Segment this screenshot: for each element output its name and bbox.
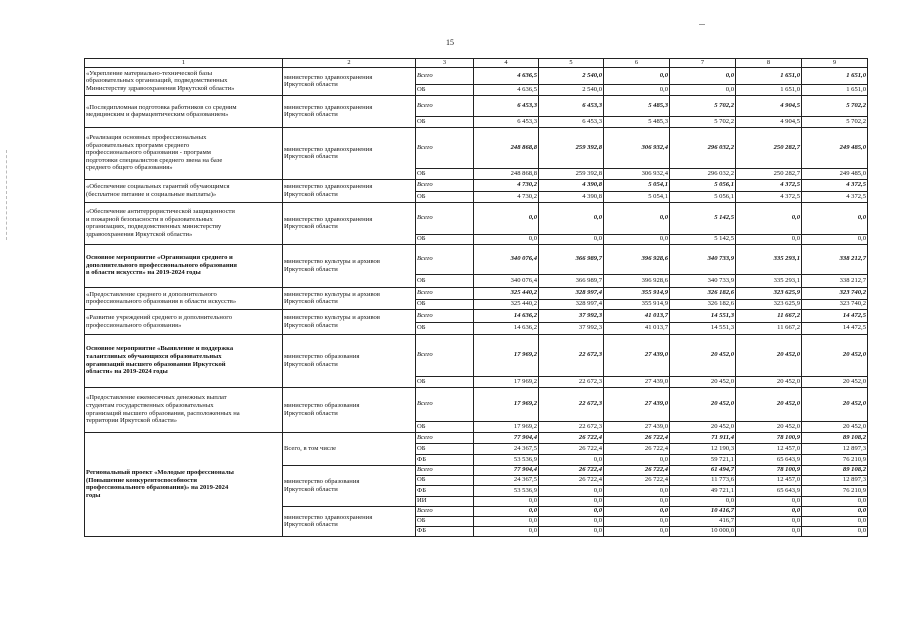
funding-source: Всего bbox=[416, 309, 474, 322]
amount-cell: 0,0 bbox=[736, 496, 802, 506]
amount-cell: 5 142,5 bbox=[670, 202, 736, 234]
amount-cell: 328 997,4 bbox=[539, 299, 604, 309]
amount-cell: 0,0 bbox=[604, 234, 670, 244]
amount-cell: 250 282,7 bbox=[736, 127, 802, 168]
header-row bbox=[85, 59, 868, 68]
amount-cell: 14 472,5 bbox=[802, 322, 868, 334]
amount-cell: 89 108,2 bbox=[802, 465, 868, 475]
table-row bbox=[85, 432, 868, 443]
amount-cell: 5 485,3 bbox=[604, 95, 670, 116]
amount-cell: 12 897,3 bbox=[802, 475, 868, 485]
funding-source: Всего bbox=[416, 95, 474, 116]
amount-cell: 323 625,9 bbox=[736, 287, 802, 299]
amount-cell: 65 643,9 bbox=[736, 485, 802, 496]
table-row bbox=[85, 287, 868, 299]
amount-cell: 24 367,5 bbox=[474, 475, 539, 485]
amount-cell: 76 210,9 bbox=[802, 485, 868, 496]
table-row bbox=[85, 334, 868, 376]
amount-cell: 20 452,0 bbox=[736, 387, 802, 421]
amount-cell: 20 452,0 bbox=[802, 421, 868, 432]
amount-cell: 0,0 bbox=[802, 526, 868, 536]
table-body bbox=[85, 67, 868, 536]
amount-cell: 366 989,7 bbox=[539, 244, 604, 274]
amount-cell: 71 911,4 bbox=[670, 432, 736, 443]
amount-cell: 14 636,2 bbox=[474, 322, 539, 334]
measure-name: «Развитие учреждений среднего и дополнительного профессионального образования» bbox=[85, 309, 283, 334]
col-header: 4 bbox=[474, 59, 539, 68]
amount-cell: 335 293,1 bbox=[736, 274, 802, 287]
amount-cell: 26 722,4 bbox=[539, 432, 604, 443]
amount-cell: 0,0 bbox=[736, 202, 802, 234]
amount-cell: 20 452,0 bbox=[670, 376, 736, 387]
executor-cell: министерство культуры и архивов Иркутской области bbox=[283, 287, 416, 309]
amount-cell: 4 372,5 bbox=[736, 191, 802, 202]
funding-source: Всего bbox=[416, 334, 474, 376]
amount-cell: 0,0 bbox=[474, 234, 539, 244]
amount-cell: 0,0 bbox=[604, 516, 670, 526]
funding-source: ФБ bbox=[416, 526, 474, 536]
amount-cell: 338 212,7 bbox=[802, 244, 868, 274]
amount-cell: 0,0 bbox=[604, 84, 670, 95]
amount-cell: 0,0 bbox=[474, 506, 539, 516]
executor-cell: министерство культуры и архивов Иркутской области bbox=[283, 244, 416, 287]
amount-cell: 89 108,2 bbox=[802, 432, 868, 443]
amount-cell: 10 000,0 bbox=[670, 526, 736, 536]
amount-cell: 11 667,2 bbox=[736, 322, 802, 334]
amount-cell: 4 730,2 bbox=[474, 191, 539, 202]
amount-cell: 5 702,2 bbox=[802, 95, 868, 116]
amount-cell: 249 485,0 bbox=[802, 127, 868, 168]
amount-cell: 6 453,3 bbox=[474, 95, 539, 116]
amount-cell: 22 672,3 bbox=[539, 421, 604, 432]
funding-source: Всего bbox=[416, 244, 474, 274]
amount-cell: 77 904,4 bbox=[474, 465, 539, 475]
amount-cell: 0,0 bbox=[474, 496, 539, 506]
amount-cell: 17 969,2 bbox=[474, 421, 539, 432]
funding-source: ОБ bbox=[416, 84, 474, 95]
executor-cell: министерство здравоохранения Иркутской области bbox=[283, 127, 416, 179]
amount-cell: 26 722,4 bbox=[604, 465, 670, 475]
amount-cell: 0,0 bbox=[539, 516, 604, 526]
funding-source: ФБ bbox=[416, 454, 474, 465]
amount-cell: 5 056,1 bbox=[670, 179, 736, 191]
amount-cell: 306 932,4 bbox=[604, 127, 670, 168]
amount-cell: 53 536,9 bbox=[474, 485, 539, 496]
col-header: 9 bbox=[802, 59, 868, 68]
col-header: 3 bbox=[416, 59, 474, 68]
amount-cell: 27 439,0 bbox=[604, 334, 670, 376]
amount-cell: 14 551,3 bbox=[670, 322, 736, 334]
amount-cell: 53 536,9 bbox=[474, 454, 539, 465]
amount-cell: 259 392,8 bbox=[539, 127, 604, 168]
amount-cell: 22 672,3 bbox=[539, 376, 604, 387]
amount-cell: 5 702,2 bbox=[802, 116, 868, 127]
amount-cell: 335 293,1 bbox=[736, 244, 802, 274]
amount-cell: 65 643,9 bbox=[736, 454, 802, 465]
amount-cell: 0,0 bbox=[604, 485, 670, 496]
amount-cell: 22 672,3 bbox=[539, 334, 604, 376]
amount-cell: 4 372,5 bbox=[802, 179, 868, 191]
amount-cell: 26 722,4 bbox=[604, 443, 670, 454]
amount-cell: 49 721,1 bbox=[670, 485, 736, 496]
scan-mark bbox=[699, 24, 705, 25]
amount-cell: 5 054,1 bbox=[604, 179, 670, 191]
amount-cell: 0,0 bbox=[539, 234, 604, 244]
amount-cell: 6 453,3 bbox=[539, 95, 604, 116]
amount-cell: 2 540,0 bbox=[539, 84, 604, 95]
amount-cell: 0,0 bbox=[604, 454, 670, 465]
amount-cell: 20 452,0 bbox=[670, 387, 736, 421]
col-header: 2 bbox=[283, 59, 416, 68]
amount-cell: 0,0 bbox=[802, 202, 868, 234]
executor-cell: министерство образования Иркутской области bbox=[283, 334, 416, 387]
funding-source: ОБ bbox=[416, 421, 474, 432]
executor-cell: министерство культуры и архивов Иркутской области bbox=[283, 309, 416, 334]
executor-cell: министерство здравоохранения Иркутской области bbox=[283, 179, 416, 202]
executor-cell: министерство здравоохранения Иркутской области bbox=[283, 95, 416, 127]
amount-cell: 59 721,1 bbox=[670, 454, 736, 465]
table-row bbox=[85, 244, 868, 274]
amount-cell: 20 452,0 bbox=[670, 421, 736, 432]
amount-cell: 20 452,0 bbox=[802, 376, 868, 387]
amount-cell: 11 667,2 bbox=[736, 309, 802, 322]
amount-cell: 12 897,3 bbox=[802, 443, 868, 454]
amount-cell: 4 372,5 bbox=[802, 191, 868, 202]
amount-cell: 396 928,6 bbox=[604, 274, 670, 287]
amount-cell: 5 702,2 bbox=[670, 116, 736, 127]
amount-cell: 76 210,9 bbox=[802, 454, 868, 465]
amount-cell: 0,0 bbox=[474, 516, 539, 526]
table-row bbox=[85, 309, 868, 322]
amount-cell: 0,0 bbox=[474, 202, 539, 234]
amount-cell: 0,0 bbox=[736, 526, 802, 536]
amount-cell: 20 452,0 bbox=[802, 387, 868, 421]
amount-cell: 248 868,8 bbox=[474, 127, 539, 168]
amount-cell: 20 452,0 bbox=[736, 376, 802, 387]
amount-cell: 340 076,4 bbox=[474, 274, 539, 287]
amount-cell: 296 032,2 bbox=[670, 127, 736, 168]
amount-cell: 355 914,9 bbox=[604, 299, 670, 309]
amount-cell: 0,0 bbox=[736, 506, 802, 516]
amount-cell: 10 416,7 bbox=[670, 506, 736, 516]
amount-cell: 0,0 bbox=[539, 485, 604, 496]
amount-cell: 0,0 bbox=[802, 516, 868, 526]
amount-cell: 338 212,7 bbox=[802, 274, 868, 287]
measure-name: «Реализация основных профессиональных образовательных программ среднего профессионального образования - программ подготовки специалистов среднего звена на базе среднего общего образования» bbox=[85, 127, 283, 179]
amount-cell: 20 452,0 bbox=[802, 334, 868, 376]
amount-cell: 26 722,4 bbox=[539, 475, 604, 485]
col-header: 7 bbox=[670, 59, 736, 68]
amount-cell: 416,7 bbox=[670, 516, 736, 526]
funding-source: ОБ bbox=[416, 274, 474, 287]
amount-cell: 12 457,0 bbox=[736, 443, 802, 454]
amount-cell: 27 439,0 bbox=[604, 387, 670, 421]
amount-cell: 323 740,2 bbox=[802, 287, 868, 299]
amount-cell: 17 969,2 bbox=[474, 334, 539, 376]
amount-cell: 296 032,2 bbox=[670, 168, 736, 179]
binding-marks bbox=[6, 150, 9, 240]
amount-cell: 4 904,5 bbox=[736, 116, 802, 127]
amount-cell: 6 453,3 bbox=[539, 116, 604, 127]
executor-cell: Всего, в том числе bbox=[283, 432, 416, 465]
amount-cell: 78 100,9 bbox=[736, 465, 802, 475]
amount-cell: 0,0 bbox=[670, 67, 736, 84]
amount-cell: 5 142,5 bbox=[670, 234, 736, 244]
funding-source: Всего bbox=[416, 67, 474, 84]
amount-cell: 5 054,1 bbox=[604, 191, 670, 202]
amount-cell: 328 997,4 bbox=[539, 287, 604, 299]
amount-cell: 340 733,9 bbox=[670, 274, 736, 287]
funding-source: ОБ bbox=[416, 168, 474, 179]
amount-cell: 4 636,5 bbox=[474, 67, 539, 84]
amount-cell: 0,0 bbox=[604, 526, 670, 536]
executor-cell: министерство здравоохранения Иркутской области bbox=[283, 67, 416, 95]
measure-name: «Последипломная подготовка работников со средним медицинским и фармацевтическим образованием» bbox=[85, 95, 283, 127]
amount-cell: 0,0 bbox=[670, 496, 736, 506]
amount-cell: 2 540,0 bbox=[539, 67, 604, 84]
amount-cell: 323 625,9 bbox=[736, 299, 802, 309]
funding-source: ОБ bbox=[416, 516, 474, 526]
amount-cell: 24 367,5 bbox=[474, 443, 539, 454]
amount-cell: 4 372,5 bbox=[736, 179, 802, 191]
amount-cell: 4 390,8 bbox=[539, 191, 604, 202]
amount-cell: 325 440,2 bbox=[474, 287, 539, 299]
funding-source: Всего bbox=[416, 127, 474, 168]
amount-cell: 0,0 bbox=[539, 454, 604, 465]
amount-cell: 0,0 bbox=[736, 516, 802, 526]
col-header: 8 bbox=[736, 59, 802, 68]
amount-cell: 12 457,0 bbox=[736, 475, 802, 485]
amount-cell: 0,0 bbox=[736, 234, 802, 244]
amount-cell: 27 439,0 bbox=[604, 421, 670, 432]
measure-name: Основное мероприятие «Организация среднего и дополнительного профессионального образования в области искусств» на 2019-2024 годы bbox=[85, 244, 283, 287]
amount-cell: 326 182,6 bbox=[670, 299, 736, 309]
amount-cell: 37 992,3 bbox=[539, 309, 604, 322]
amount-cell: 5 056,1 bbox=[670, 191, 736, 202]
amount-cell: 1 651,0 bbox=[736, 84, 802, 95]
amount-cell: 20 452,0 bbox=[736, 421, 802, 432]
amount-cell: 0,0 bbox=[604, 506, 670, 516]
amount-cell: 396 928,6 bbox=[604, 244, 670, 274]
funding-source: ФБ bbox=[416, 485, 474, 496]
table-row bbox=[85, 95, 868, 116]
amount-cell: 0,0 bbox=[604, 496, 670, 506]
funding-source: Всего bbox=[416, 432, 474, 443]
amount-cell: 0,0 bbox=[802, 506, 868, 516]
table-row bbox=[85, 202, 868, 234]
table-row bbox=[85, 179, 868, 191]
amount-cell: 41 013,7 bbox=[604, 309, 670, 322]
executor-cell: министерство здравоохранения Иркутской области bbox=[283, 202, 416, 244]
amount-cell: 323 740,2 bbox=[802, 299, 868, 309]
amount-cell: 0,0 bbox=[670, 84, 736, 95]
funding-source: ОБ bbox=[416, 234, 474, 244]
amount-cell: 366 989,7 bbox=[539, 274, 604, 287]
amount-cell: 11 773,6 bbox=[670, 475, 736, 485]
amount-cell: 26 722,4 bbox=[539, 443, 604, 454]
measure-name: «Укрепление материально-технической базы образовательных организаций, подведомственных Министерству здравоохранения Иркутской области» bbox=[85, 67, 283, 95]
measure-name: «Предоставление ежемесячных денежных выплат студентам государственных образовательных организаций высшего образования, расположенных на территории Иркутской области» bbox=[85, 387, 283, 432]
amount-cell: 14 472,5 bbox=[802, 309, 868, 322]
amount-cell: 0,0 bbox=[802, 496, 868, 506]
col-header: 6 bbox=[604, 59, 670, 68]
amount-cell: 0,0 bbox=[474, 526, 539, 536]
amount-cell: 325 440,2 bbox=[474, 299, 539, 309]
amount-cell: 20 452,0 bbox=[670, 334, 736, 376]
amount-cell: 6 453,3 bbox=[474, 116, 539, 127]
amount-cell: 12 190,3 bbox=[670, 443, 736, 454]
funding-source: Всего bbox=[416, 202, 474, 234]
funding-source: ОБ bbox=[416, 191, 474, 202]
amount-cell: 78 100,9 bbox=[736, 432, 802, 443]
amount-cell: 5 702,2 bbox=[670, 95, 736, 116]
amount-cell: 5 485,3 bbox=[604, 116, 670, 127]
funding-source: ОБ bbox=[416, 116, 474, 127]
col-header: 1 bbox=[85, 59, 283, 68]
amount-cell: 0,0 bbox=[604, 202, 670, 234]
amount-cell: 14 551,3 bbox=[670, 309, 736, 322]
funding-source: Всего bbox=[416, 387, 474, 421]
amount-cell: 248 868,8 bbox=[474, 168, 539, 179]
page-number: 15 bbox=[446, 38, 454, 47]
amount-cell: 340 076,4 bbox=[474, 244, 539, 274]
amount-cell: 17 969,2 bbox=[474, 376, 539, 387]
funding-source: Всего bbox=[416, 465, 474, 475]
funding-source: ИИ bbox=[416, 496, 474, 506]
amount-cell: 27 439,0 bbox=[604, 376, 670, 387]
executor-cell: министерство образования Иркутской области bbox=[283, 387, 416, 432]
funding-source: ОБ bbox=[416, 322, 474, 334]
amount-cell: 4 904,5 bbox=[736, 95, 802, 116]
amount-cell: 14 636,2 bbox=[474, 309, 539, 322]
amount-cell: 4 730,2 bbox=[474, 179, 539, 191]
amount-cell: 326 182,6 bbox=[670, 287, 736, 299]
amount-cell: 26 722,4 bbox=[539, 465, 604, 475]
table-row bbox=[85, 127, 868, 168]
amount-cell: 1 651,0 bbox=[736, 67, 802, 84]
amount-cell: 61 494,7 bbox=[670, 465, 736, 475]
amount-cell: 259 392,8 bbox=[539, 168, 604, 179]
funding-source: ОБ bbox=[416, 299, 474, 309]
amount-cell: 4 636,5 bbox=[474, 84, 539, 95]
amount-cell: 22 672,3 bbox=[539, 387, 604, 421]
amount-cell: 249 485,0 bbox=[802, 168, 868, 179]
amount-cell: 17 969,2 bbox=[474, 387, 539, 421]
amount-cell: 26 722,4 bbox=[604, 432, 670, 443]
amount-cell: 0,0 bbox=[539, 526, 604, 536]
amount-cell: 250 282,7 bbox=[736, 168, 802, 179]
amount-cell: 26 722,4 bbox=[604, 475, 670, 485]
table-row bbox=[85, 387, 868, 421]
funding-source: Всего bbox=[416, 287, 474, 299]
funding-source: Всего bbox=[416, 506, 474, 516]
funding-source: ОБ bbox=[416, 376, 474, 387]
amount-cell: 340 733,9 bbox=[670, 244, 736, 274]
amount-cell: 4 390,8 bbox=[539, 179, 604, 191]
amount-cell: 1 651,0 bbox=[802, 67, 868, 84]
table-row bbox=[85, 67, 868, 84]
amount-cell: 0,0 bbox=[539, 506, 604, 516]
amount-cell: 0,0 bbox=[539, 202, 604, 234]
amount-cell: 0,0 bbox=[604, 67, 670, 84]
amount-cell: 77 904,4 bbox=[474, 432, 539, 443]
amount-cell: 41 013,7 bbox=[604, 322, 670, 334]
amount-cell: 355 914,9 bbox=[604, 287, 670, 299]
funding-source: ОБ bbox=[416, 443, 474, 454]
measure-name: «Обеспечение антитеррористической защищенности и пожарной безопасности в образовательных организациях, подведомственных министерству здравоохранения Иркутской области» bbox=[85, 202, 283, 244]
amount-cell: 0,0 bbox=[539, 496, 604, 506]
executor-cell: министерство образования Иркутской области bbox=[283, 465, 416, 506]
measure-name: Основное мероприятие «Выявление и поддержка талантливых обучающихся образовательных организаций высшего образования Иркутской области» на 2019-2024 годы bbox=[85, 334, 283, 387]
amount-cell: 0,0 bbox=[802, 234, 868, 244]
measure-name: «Обеспечение социальных гарантий обучающимся (бесплатное питание и социальные выплаты)» bbox=[85, 179, 283, 202]
executor-cell: министерство здравоохранения Иркутской области bbox=[283, 506, 416, 536]
col-header: 5 bbox=[539, 59, 604, 68]
amount-cell: 306 932,4 bbox=[604, 168, 670, 179]
measure-name: Региональный проект «Молодые профессионалы (Повышение конкурентоспособности профессионального образования)» на 2019-2024 годы bbox=[85, 432, 283, 536]
amount-cell: 20 452,0 bbox=[736, 334, 802, 376]
measure-name: «Предоставление среднего и дополнительного профессионального образования в области искусств» bbox=[85, 287, 283, 309]
funding-source: Всего bbox=[416, 179, 474, 191]
amount-cell: 37 992,3 bbox=[539, 322, 604, 334]
budget-table bbox=[84, 58, 868, 537]
funding-source: ОБ bbox=[416, 475, 474, 485]
amount-cell: 1 651,0 bbox=[802, 84, 868, 95]
